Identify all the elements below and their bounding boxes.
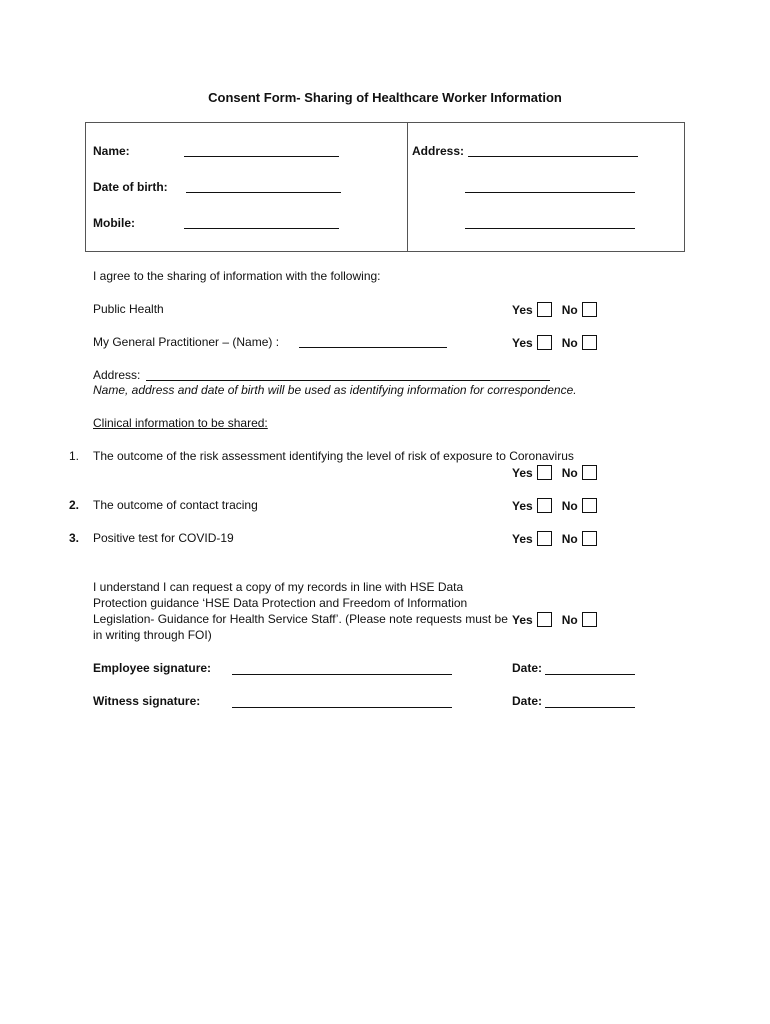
gp-address-field[interactable] (146, 380, 550, 381)
public-health-yes-checkbox[interactable] (537, 302, 552, 317)
yes-label: Yes (512, 613, 533, 627)
records-yes-checkbox[interactable] (537, 612, 552, 627)
identifying-note: Name, address and date of birth will be used as identifying information for correspondence. (93, 383, 577, 397)
yes-label: Yes (512, 466, 533, 480)
item-text: Positive test for COVID-19 (93, 531, 234, 545)
employee-signature-field[interactable] (232, 674, 452, 675)
item-2-yes-no (512, 498, 597, 513)
no-label: No (561, 532, 578, 546)
item-3-yes-checkbox[interactable] (537, 531, 552, 546)
item-2-yes-checkbox[interactable] (537, 498, 552, 513)
gp-no-checkbox[interactable] (582, 335, 597, 350)
no-label: No (561, 466, 578, 480)
item-number: 1. (69, 449, 80, 463)
form-title: Consent Form- Sharing of Healthcare Worker Information (208, 90, 562, 105)
witness-signature-field[interactable] (232, 707, 452, 708)
item-number: 2. (69, 498, 80, 512)
employee-signature-label: Employee signature: (93, 661, 212, 675)
mobile-label: Mobile: (93, 216, 135, 230)
gp-address-label: Address: (93, 368, 141, 382)
gp-yes-no (512, 335, 597, 350)
agree-intro: I agree to the sharing of information with the following: (93, 269, 381, 283)
no-label: No (561, 499, 578, 513)
item-text: The outcome of the risk assessment identifying the level of risk of exposure to Coronavirus (93, 449, 574, 463)
item-3-yes-no (512, 531, 597, 546)
box-divider (407, 123, 408, 251)
public-health-no-checkbox[interactable] (582, 302, 597, 317)
no-label: No (561, 303, 578, 317)
address-field-line-2[interactable] (465, 192, 635, 193)
records-yes-no (512, 612, 597, 627)
item-2-no-checkbox[interactable] (582, 498, 597, 513)
address-field-line-3[interactable] (465, 228, 635, 229)
item-number: 3. (69, 531, 80, 545)
witness-date-label: Date: (512, 694, 543, 708)
public-health-label: Public Health (93, 302, 164, 316)
employee-date-field[interactable] (545, 674, 635, 675)
public-health-yes-no (512, 302, 597, 317)
item-1-yes-no (512, 465, 597, 480)
address-field-line-1[interactable] (468, 156, 638, 157)
gp-yes-checkbox[interactable] (537, 335, 552, 350)
name-field[interactable] (184, 156, 339, 157)
address-label: Address: (412, 144, 465, 158)
item-3-no-checkbox[interactable] (582, 531, 597, 546)
records-paragraph: I understand I can request a copy of my records in line with HSE Data Protection guidance ‘HSE Data Protection and Freedom of Information Legislation- Guidance for Health Service Staff’. (Please note requests must be in writing through FOI) (93, 580, 508, 642)
dob-label: Date of birth: (93, 180, 168, 194)
witness-signature-label: Witness signature: (93, 694, 201, 708)
yes-label: Yes (512, 303, 533, 317)
mobile-field[interactable] (184, 228, 339, 229)
name-label: Name: (93, 144, 130, 158)
gp-name-field[interactable] (299, 347, 447, 348)
records-no-checkbox[interactable] (582, 612, 597, 627)
witness-date-field[interactable] (545, 707, 635, 708)
item-text: The outcome of contact tracing (93, 498, 258, 512)
no-label: No (561, 336, 578, 350)
dob-field[interactable] (186, 192, 341, 193)
details-box (85, 122, 685, 252)
no-label: No (561, 613, 578, 627)
clinical-heading: Clinical information to be shared: (93, 416, 268, 430)
gp-label: My General Practitioner – (Name) : (93, 335, 280, 349)
yes-label: Yes (512, 499, 533, 513)
yes-label: Yes (512, 336, 533, 350)
item-1-no-checkbox[interactable] (582, 465, 597, 480)
employee-date-label: Date: (512, 661, 543, 675)
item-1-yes-checkbox[interactable] (537, 465, 552, 480)
yes-label: Yes (512, 532, 533, 546)
